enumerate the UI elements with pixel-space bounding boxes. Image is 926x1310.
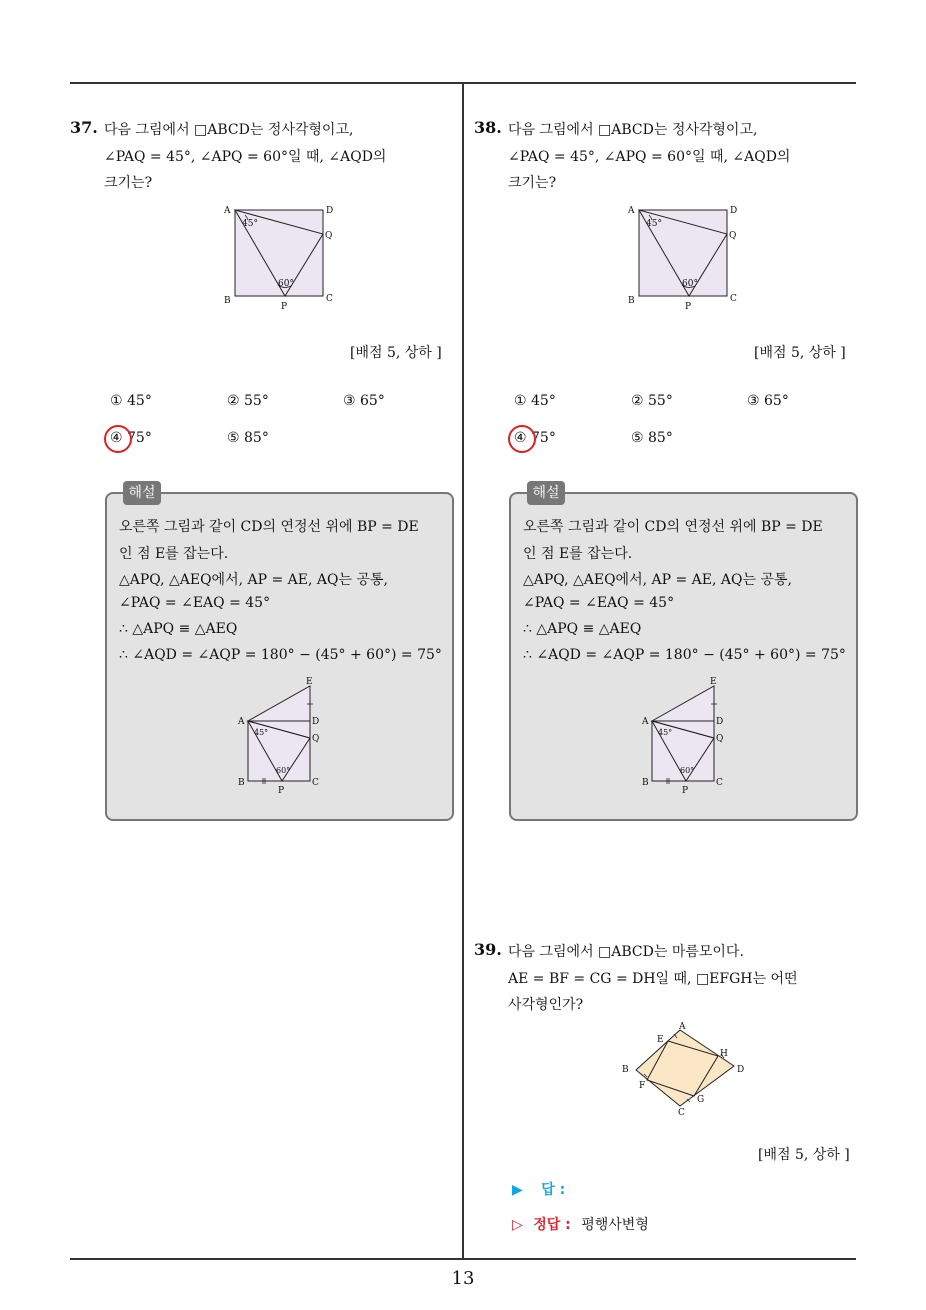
solution-tag: 해설 bbox=[527, 481, 565, 505]
label-b: B bbox=[238, 778, 245, 788]
column-divider bbox=[462, 82, 464, 1260]
choice-1[interactable]: ① 45° bbox=[514, 393, 556, 409]
label-c: C bbox=[326, 294, 333, 304]
question-line: ∠PAQ = 45°, ∠APQ = 60°일 때, ∠AQD의 bbox=[104, 149, 387, 165]
label-p: P bbox=[682, 786, 689, 796]
solution-box bbox=[105, 485, 454, 821]
label-c: C bbox=[716, 778, 723, 788]
label-d: D bbox=[716, 717, 724, 727]
square-figure bbox=[619, 200, 749, 315]
angle-label-60: 60° bbox=[680, 766, 695, 775]
problem-number: 39. bbox=[474, 940, 502, 959]
label-f: F bbox=[639, 1081, 646, 1091]
label-c: C bbox=[678, 1108, 685, 1118]
label-q: Q bbox=[325, 231, 333, 241]
choice-4[interactable]: ④ 75° bbox=[514, 430, 556, 446]
solution-line: △APQ, △AEQ에서, AP = AE, AQ는 공통, bbox=[523, 572, 792, 588]
label-b: B bbox=[628, 296, 635, 306]
solution-line: ∠PAQ = ∠EAQ = 45° bbox=[523, 595, 675, 611]
question-line: 사각형인가? bbox=[508, 997, 584, 1013]
label-d: D bbox=[312, 717, 320, 727]
label-c: C bbox=[312, 778, 319, 788]
label-c: C bbox=[730, 294, 737, 304]
solution-line: ∴ ∠AQD = ∠AQP = 180° − (45° + 60°) = 75° bbox=[523, 647, 846, 663]
problem-number: 38. bbox=[474, 118, 502, 137]
solution-line: 인 점 E를 잡는다. bbox=[523, 546, 633, 562]
label-d: D bbox=[737, 1065, 745, 1075]
label-a: A bbox=[238, 717, 245, 727]
solution-box bbox=[509, 485, 858, 821]
problem-number: 37. bbox=[70, 118, 98, 137]
angle-label-60: 60° bbox=[278, 279, 294, 289]
label-b: B bbox=[642, 778, 649, 788]
solution-line: 오른쪽 그림과 같이 CD의 연정선 위에 BP = DE bbox=[119, 519, 419, 535]
choice-3[interactable]: ③ 65° bbox=[343, 393, 385, 409]
selected-answer-circle bbox=[508, 425, 536, 453]
solution-line: ∴ △APQ ≡ △AEQ bbox=[119, 621, 238, 637]
selected-answer-circle bbox=[104, 425, 132, 453]
label-a: A bbox=[642, 717, 649, 727]
question-line: 다음 그림에서 □ABCD는 마름모이다. bbox=[508, 944, 744, 960]
label-a: A bbox=[679, 1022, 686, 1032]
label-q: Q bbox=[729, 231, 737, 241]
choice-4[interactable]: ④ 75° bbox=[110, 430, 152, 446]
rhombus-figure bbox=[614, 1018, 754, 1118]
label-h: H bbox=[720, 1049, 728, 1059]
question-line: 다음 그림에서 □ABCD는 정사각형이고, bbox=[104, 122, 354, 138]
page-number: 13 bbox=[451, 1268, 475, 1289]
label-e: E bbox=[306, 677, 313, 687]
score-label: [배점 5, 상하 ] bbox=[754, 345, 846, 361]
angle-label-60: 60° bbox=[276, 766, 291, 775]
solution-line: 인 점 E를 잡는다. bbox=[119, 546, 229, 562]
score-label: [배점 5, 상하 ] bbox=[758, 1147, 850, 1163]
question-line: 크기는? bbox=[104, 175, 153, 191]
answer-row bbox=[512, 1179, 565, 1199]
label-a: A bbox=[628, 206, 635, 216]
solution-tag: 해설 bbox=[123, 481, 161, 505]
label-d: D bbox=[326, 206, 334, 216]
correct-answer-row bbox=[512, 1214, 649, 1234]
score-label: [배점 5, 상하 ] bbox=[350, 345, 442, 361]
bottom-rule bbox=[70, 1258, 856, 1260]
angle-label-60: 60° bbox=[682, 279, 698, 289]
label-d: D bbox=[730, 206, 738, 216]
label-g: G bbox=[697, 1095, 705, 1105]
answer-label: 답 : bbox=[541, 1182, 566, 1198]
solution-line: △APQ, △AEQ에서, AP = AE, AQ는 공통, bbox=[119, 572, 388, 588]
label-q: Q bbox=[716, 734, 724, 744]
label-b: B bbox=[622, 1065, 629, 1075]
angle-label-45: 45° bbox=[658, 728, 673, 737]
label-a: A bbox=[224, 206, 231, 216]
label-q: Q bbox=[312, 734, 320, 744]
correct-answer-value: 평행사변형 bbox=[581, 1217, 649, 1233]
solution-line: ∠PAQ = ∠EAQ = 45° bbox=[119, 595, 271, 611]
angle-label-45: 45° bbox=[646, 219, 662, 229]
choice-3[interactable]: ③ 65° bbox=[747, 393, 789, 409]
choice-2[interactable]: ② 55° bbox=[631, 393, 673, 409]
solution-figure bbox=[232, 674, 332, 799]
label-p: P bbox=[281, 302, 288, 312]
choice-5[interactable]: ⑤ 85° bbox=[631, 430, 673, 446]
label-e: E bbox=[710, 677, 717, 687]
question-line: ∠PAQ = 45°, ∠APQ = 60°일 때, ∠AQD의 bbox=[508, 149, 791, 165]
choice-2[interactable]: ② 55° bbox=[227, 393, 269, 409]
angle-label-45: 45° bbox=[242, 219, 258, 229]
correct-answer-label: 정답 : bbox=[533, 1217, 571, 1233]
label-e: E bbox=[657, 1035, 664, 1045]
question-line: AE = BF = CG = DH일 때, □EFGH는 어떤 bbox=[508, 971, 798, 987]
square-figure bbox=[215, 200, 345, 315]
play-arrow-icon: ▶ bbox=[512, 1182, 523, 1198]
solution-line: ∴ ∠AQD = ∠AQP = 180° − (45° + 60°) = 75° bbox=[119, 647, 442, 663]
solution-figure bbox=[636, 674, 736, 799]
question-line: 크기는? bbox=[508, 175, 557, 191]
outline-arrow-icon: ▷ bbox=[512, 1217, 523, 1233]
choice-5[interactable]: ⑤ 85° bbox=[227, 430, 269, 446]
solution-line: 오른쪽 그림과 같이 CD의 연정선 위에 BP = DE bbox=[523, 519, 823, 535]
solution-line: ∴ △APQ ≡ △AEQ bbox=[523, 621, 642, 637]
question-line: 다음 그림에서 □ABCD는 정사각형이고, bbox=[508, 122, 758, 138]
choice-1[interactable]: ① 45° bbox=[110, 393, 152, 409]
label-p: P bbox=[278, 786, 285, 796]
label-p: P bbox=[685, 302, 692, 312]
angle-label-45: 45° bbox=[254, 728, 269, 737]
label-b: B bbox=[224, 296, 231, 306]
